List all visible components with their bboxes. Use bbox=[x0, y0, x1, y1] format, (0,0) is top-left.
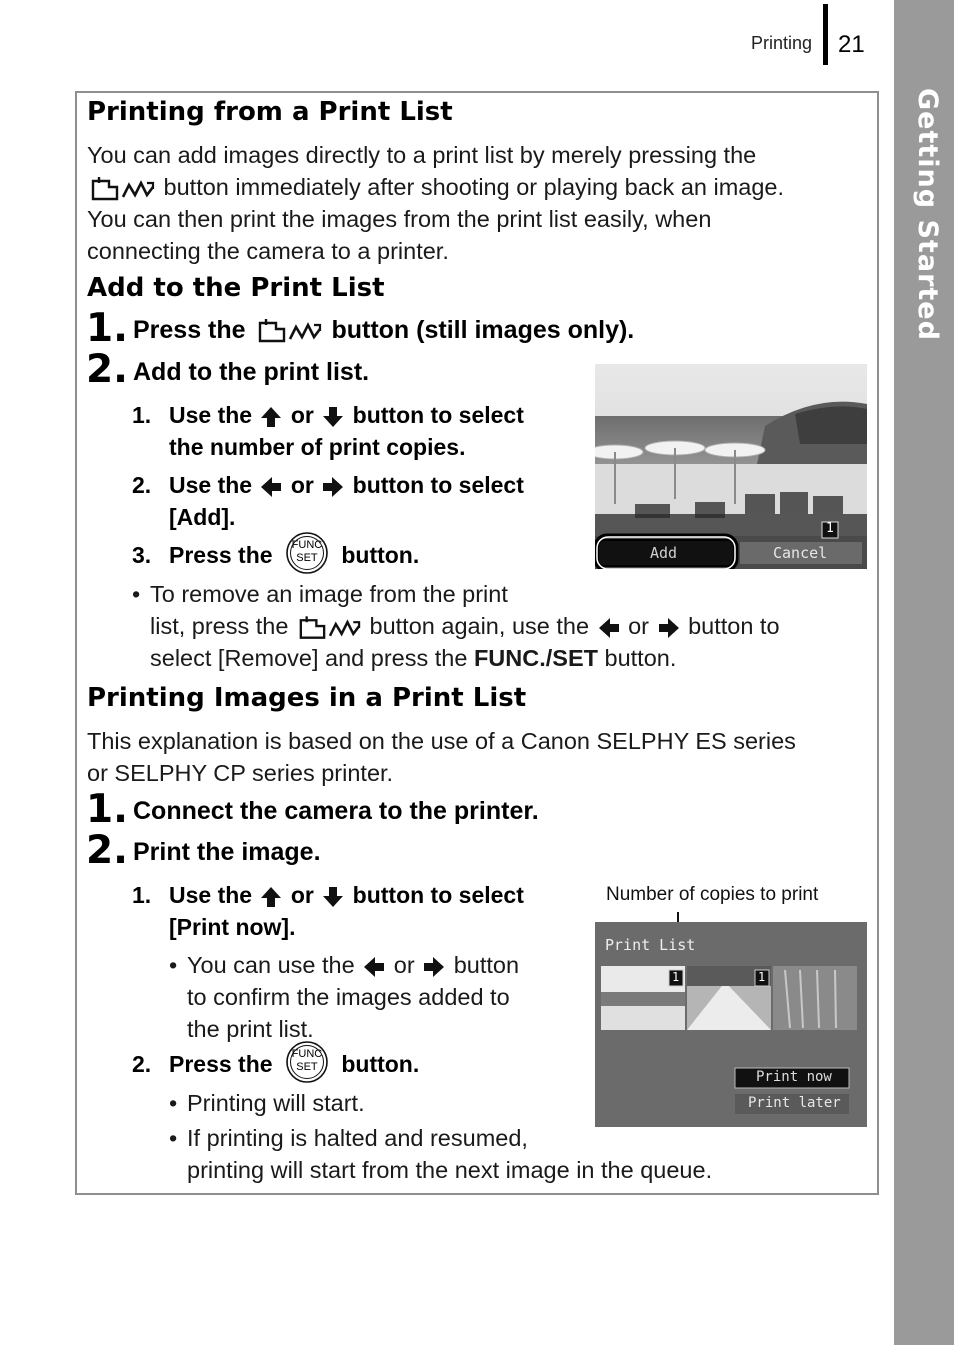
substep-1-line2: the number of print copies. bbox=[169, 434, 466, 460]
side-tab-label: Getting Started bbox=[912, 88, 943, 341]
func-label: FUNC bbox=[291, 1048, 323, 1060]
s3-substep-1-b: button to select bbox=[352, 882, 524, 908]
section-title-printing-images: Printing Images in a Print List bbox=[87, 683, 527, 713]
arrow-left-icon bbox=[596, 616, 622, 640]
s3-note1-b: button bbox=[453, 952, 520, 978]
beach-photo bbox=[595, 364, 867, 569]
step-2-title: Add to the print list. bbox=[133, 358, 370, 386]
s1-line2-text: button immediately after shooting or playing back an image. bbox=[163, 174, 785, 200]
s3-step-1-number: 1. bbox=[86, 787, 128, 832]
substep-2-a: Use the bbox=[169, 472, 253, 498]
s3-note1-or: or bbox=[393, 952, 415, 978]
s3-substep-2-number: 2. bbox=[132, 1051, 152, 1077]
step-2-number: 2. bbox=[86, 347, 128, 392]
arrow-up-icon bbox=[258, 885, 284, 909]
set-label: SET bbox=[296, 552, 318, 564]
s3-note1-line2: to confirm the images added to bbox=[187, 984, 510, 1010]
substep-1-number: 1. bbox=[132, 402, 152, 428]
bullet-mark: • bbox=[169, 952, 178, 978]
s3-substep-1-line2: [Print now]. bbox=[169, 914, 296, 940]
screen-print-now-button: Print now bbox=[756, 1069, 832, 1085]
camera-screen-print-list bbox=[595, 922, 867, 1127]
print-share-icon bbox=[253, 317, 325, 345]
arrow-down-icon bbox=[320, 885, 346, 909]
s3-line2: or SELPHY CP series printer. bbox=[87, 760, 394, 786]
s3-substep-1-or: or bbox=[290, 882, 314, 908]
remove-note-line3 bbox=[150, 642, 676, 674]
step-1-title bbox=[133, 316, 634, 345]
s3-substep-2-line bbox=[169, 1048, 419, 1084]
remove-note-line1: To remove an image from the print bbox=[150, 581, 508, 607]
substep-2-line1 bbox=[169, 469, 524, 501]
remove-note-c: button to bbox=[688, 613, 780, 639]
s3-note3-line1: If printing is halted and resumed, bbox=[187, 1125, 528, 1151]
remove-note-line2 bbox=[150, 610, 780, 642]
camera-screen-add-to-list bbox=[595, 364, 867, 569]
substep-2-number: 2. bbox=[132, 472, 152, 498]
arrow-down-icon bbox=[320, 405, 346, 429]
remove-note-e: button. bbox=[604, 645, 677, 671]
func-set-button-icon bbox=[285, 1040, 329, 1084]
func-label: FUNC bbox=[291, 539, 323, 551]
screen-count-2: 1 bbox=[758, 970, 766, 984]
s3-substep-1-a: Use the bbox=[169, 882, 253, 908]
arrow-left-icon bbox=[258, 475, 284, 499]
remove-note-b: button again, use the bbox=[369, 613, 590, 639]
s3-note2: Printing will start. bbox=[187, 1090, 365, 1116]
s3-substep-2-a: Press the bbox=[169, 1051, 273, 1078]
substep-1-line1 bbox=[169, 399, 524, 431]
remove-note-d: select [Remove] and press the bbox=[150, 645, 468, 671]
screen-cancel-button: Cancel bbox=[773, 544, 828, 562]
remove-note-or: or bbox=[628, 613, 649, 639]
s3-note1-line3: the print list. bbox=[187, 1016, 314, 1042]
arrow-left-icon bbox=[361, 955, 387, 979]
substep-1-b: button to select bbox=[352, 402, 524, 428]
substep-1-or: or bbox=[290, 402, 314, 428]
s1-line4: connecting the camera to a printer. bbox=[87, 238, 449, 264]
s3-step-1-title: Connect the camera to the printer. bbox=[133, 797, 539, 825]
remove-note-func-set: FUNC./SET bbox=[473, 645, 598, 671]
s3-substep-1-line1 bbox=[169, 879, 524, 911]
s1-line2 bbox=[87, 171, 784, 203]
screen-add-button: Add bbox=[650, 544, 678, 562]
section-title-printing-from-list: Printing from a Print List bbox=[87, 97, 453, 127]
substep-3-b: button. bbox=[341, 542, 420, 569]
header-divider bbox=[823, 4, 828, 65]
bullet-mark: • bbox=[169, 1090, 178, 1116]
s3-note1-line1 bbox=[187, 949, 519, 981]
arrow-right-icon bbox=[320, 475, 346, 499]
substep-1-a: Use the bbox=[169, 402, 253, 428]
substep-3-a: Press the bbox=[169, 542, 273, 569]
print-share-icon bbox=[295, 614, 363, 642]
substep-3-line bbox=[169, 539, 419, 575]
set-label: SET bbox=[296, 1061, 318, 1073]
s3-substep-2-b: button. bbox=[341, 1051, 420, 1078]
screen-copy-count: 1 bbox=[826, 521, 834, 536]
screen-count-1: 1 bbox=[672, 970, 680, 984]
section-title-add-to-list: Add to the Print List bbox=[87, 273, 385, 303]
func-set-button-icon bbox=[285, 531, 329, 575]
s3-substep-1-number: 1. bbox=[132, 882, 152, 908]
step-1-post: button (still images only). bbox=[331, 316, 635, 344]
substep-2-line2: [Add]. bbox=[169, 504, 236, 530]
page-number: 21 bbox=[838, 31, 865, 58]
copies-caption: Number of copies to print bbox=[606, 884, 819, 905]
s1-line3: You can then print the images from the print list easily, when bbox=[87, 206, 712, 232]
arrow-right-icon bbox=[421, 955, 447, 979]
bullet-mark: • bbox=[169, 1125, 178, 1151]
s3-line1: This explanation is based on the use of a Canon SELPHY ES series bbox=[87, 728, 796, 754]
print-share-icon bbox=[87, 175, 157, 203]
screen-print-later-button: Print later bbox=[748, 1095, 841, 1111]
s3-step-2-title: Print the image. bbox=[133, 838, 321, 866]
s3-note3-line2: printing will start from the next image in the queue. bbox=[187, 1157, 713, 1183]
running-header-section: Printing bbox=[750, 33, 812, 53]
s3-note1-a: You can use the bbox=[187, 952, 355, 978]
s3-step-2-number: 2. bbox=[86, 828, 128, 873]
substep-2-or: or bbox=[290, 472, 314, 498]
remove-note-a: list, press the bbox=[150, 613, 289, 639]
arrow-up-icon bbox=[258, 405, 284, 429]
bullet-mark: • bbox=[132, 581, 141, 607]
s1-line1: You can add images directly to a print list by merely pressing the bbox=[87, 142, 757, 168]
screen-print-list-title: Print List bbox=[605, 936, 696, 954]
substep-3-number: 3. bbox=[132, 542, 152, 568]
substep-2-b: button to select bbox=[352, 472, 524, 498]
step-1-number: 1. bbox=[86, 306, 128, 351]
step-1-pre: Press the bbox=[133, 316, 246, 344]
arrow-right-icon bbox=[656, 616, 682, 640]
